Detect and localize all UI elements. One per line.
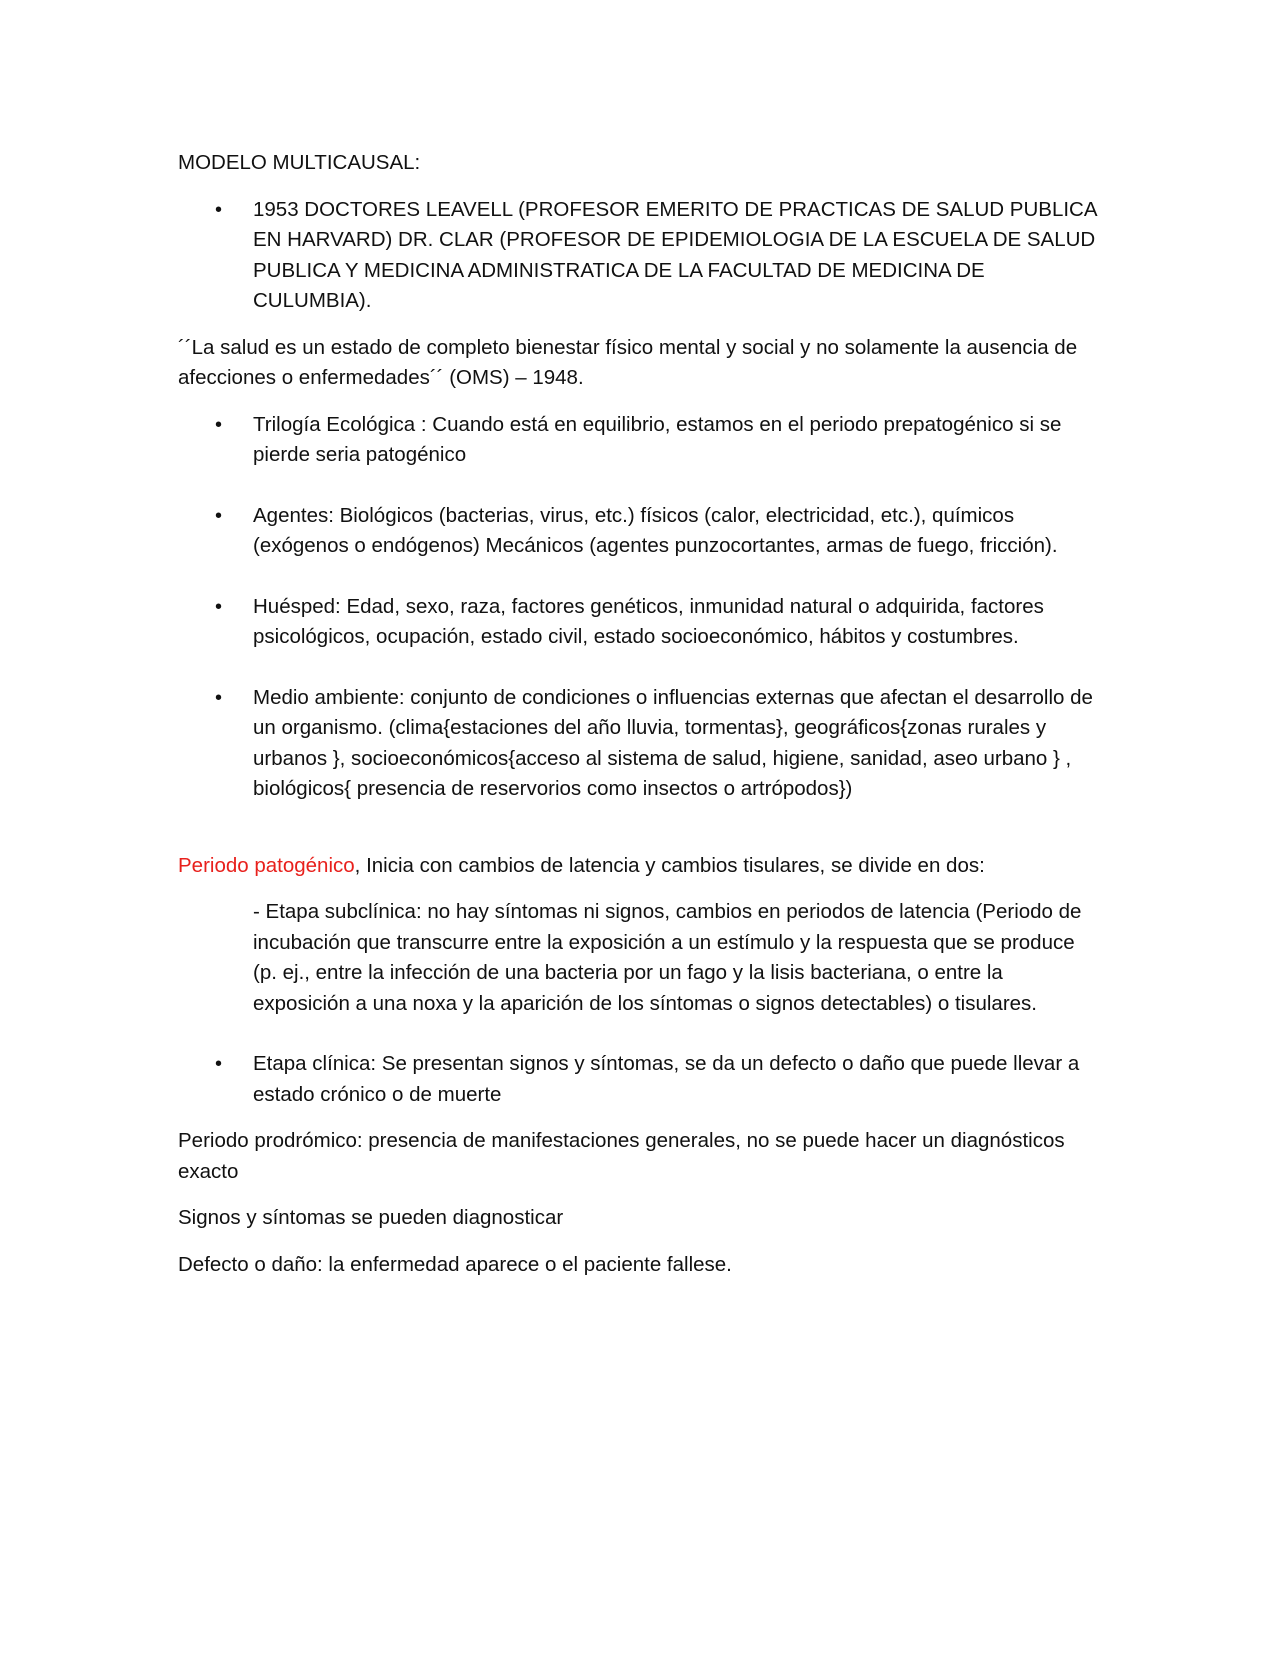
signos-paragraph: Signos y síntomas se pueden diagnosticar: [178, 1206, 564, 1229]
bullet-icon: •: [215, 595, 223, 618]
list-item-text: Medio ambiente: conjunto de condiciones o influencias externas que afectan el desarrollo de un organismo. (clima{estaciones del año lluvia, tormentas}, geográficos{zonas rurales y urbanos }, socioeconómicos{acceso al sistema de salud, higiene, sanidad, aseo urbano } , biológicos{ presencia de reservorios como insectos o artrópodos}): [253, 685, 1093, 800]
list-item-text: 1953 DOCTORES LEAVELL (PROFESOR EMERITO DE PRACTICAS DE SALUD PUBLICA EN HARVARD) DR. CLAR (PROFESOR DE EPIDEMIOLOGIA DE LA ESCUELA DE SALUD PUBLICA Y MEDICINA ADMINISTRATICA DE LA FACULTAD DE MEDICINA DE CULUMBIA).: [253, 197, 1097, 312]
list-item-text: Agentes: Biológicos (bacterias, virus, etc.) físicos (calor, electricidad, etc.), químicos (exógenos o endógenos) Mecánicos (agentes punzocortantes, armas de fuego, fricción).: [253, 503, 1058, 557]
defecto-paragraph: Defecto o daño: la enfermedad aparece o el paciente fallese.: [178, 1252, 732, 1276]
list-item: [178, 410, 1098, 471]
bullet-icon: •: [215, 198, 223, 221]
bullet-icon: •: [215, 413, 223, 436]
subclinica-paragraph: - Etapa subclínica: no hay síntomas ni signos, cambios en periodos de latencia (Periodo de incubación que transcurre entre la exposición a un estímulo y la respuesta que se produce (p. ej., entre la infección de una bacteria por un fago y la lisis bacteriana, o entre la exposición a una noxa y la aparición de los síntomas o signos detectables) o tisulares.: [253, 900, 1082, 1015]
list-item: [178, 592, 1098, 653]
periodo-patogenico-text: , Inicia con cambios de latencia y cambios tisulares, se divide en dos:: [354, 853, 985, 877]
list-item-text: Huésped: Edad, sexo, raza, factores genéticos, inmunidad natural o adquirida, factores psicológicos, ocupación, estado civil, estado socioeconómico, hábitos y costumbres.: [253, 594, 1044, 648]
triad-list: [178, 410, 1098, 805]
list-item: [178, 195, 1098, 317]
list-item: [178, 1049, 1098, 1110]
list-item: [178, 501, 1098, 562]
bullet-icon: •: [215, 504, 223, 527]
document-body: [178, 148, 1098, 1296]
list-item-text: Trilogía Ecológica : Cuando está en equilibrio, estamos en el periodo prepatogénico si se pierde seria patogénico: [253, 412, 1062, 466]
clinica-list: [178, 1049, 1098, 1110]
prodromico-paragraph: Periodo prodrómico: presencia de manifestaciones generales, no se puede hacer un diagnósticos exacto: [178, 1129, 1065, 1183]
bullet-icon: •: [215, 686, 223, 709]
doc-heading: MODELO MULTICAUSAL:: [178, 151, 421, 174]
list-item: [178, 683, 1098, 805]
periodo-patogenico-label: Periodo patogénico: [178, 853, 355, 877]
intro-list: [178, 195, 1098, 317]
periodo-patogenico-paragraph: [178, 851, 1098, 882]
list-item-text: Etapa clínica: Se presentan signos y síntomas, se da un defecto o daño que puede llevar a estado crónico o de muerte: [253, 1052, 1080, 1106]
oms-quote: ´´La salud es un estado de completo bienestar físico mental y social y no solamente la ausencia de afecciones o enfermedades´´ (OMS) – 1948.: [178, 335, 1078, 389]
bullet-icon: •: [215, 1053, 223, 1075]
